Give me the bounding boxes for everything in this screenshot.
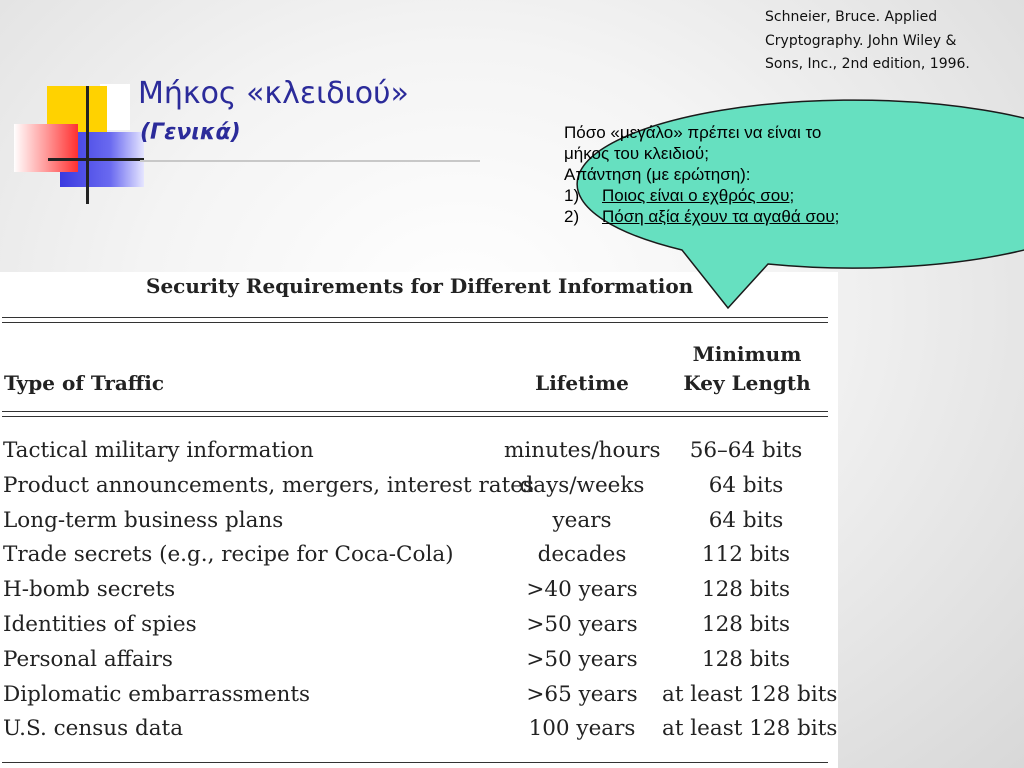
header-key-line1: Minimum	[692, 342, 802, 366]
table-rule	[2, 317, 828, 318]
table-row	[0, 573, 838, 608]
table-row	[0, 712, 838, 747]
cell-key-length: 128 bits	[701, 577, 791, 603]
cell-lifetime: years	[552, 507, 612, 533]
cell-lifetime: minutes/hours	[504, 438, 661, 463]
cell-key-length: 64 bits	[708, 472, 784, 498]
cell-type: Tactical military information	[3, 438, 314, 463]
callout-item-text: Ποιος είναι ο εχθρός σου	[602, 186, 790, 205]
header-type-of-traffic: Type of Traffic	[4, 371, 164, 395]
callout-item-suffix: ;	[789, 186, 795, 205]
cell-key-length: 112 bits	[701, 542, 791, 568]
cell-lifetime: >50 years	[526, 646, 638, 672]
cell-lifetime: >65 years	[526, 681, 638, 707]
header-key-line2: Key Length	[683, 371, 811, 395]
table-rule	[2, 411, 828, 412]
callout-line: Απάντηση (με ερώτηση):	[564, 165, 751, 184]
callout-item-number: 1)	[564, 186, 580, 205]
table-rule	[2, 322, 828, 323]
citation-line: Sons, Inc., 2nd edition, 1996.	[765, 56, 970, 72]
callout-item	[564, 185, 984, 206]
table-row	[0, 469, 838, 504]
cell-lifetime: 100 years	[528, 716, 636, 742]
table-row	[0, 434, 838, 469]
callout-item-number: 2)	[564, 207, 580, 226]
table-row	[0, 504, 838, 539]
citation	[765, 6, 1015, 77]
citation-line: Schneier, Bruce. Applied	[765, 9, 938, 25]
cell-type: H-bomb secrets	[3, 577, 176, 603]
table-row	[0, 608, 838, 643]
cell-type: Trade secrets (e.g., recipe for Coca-Cola)	[3, 542, 454, 568]
security-requirements-table	[0, 272, 838, 768]
cell-lifetime: >50 years	[526, 611, 638, 637]
cell-lifetime: decades	[537, 542, 627, 568]
callout-line: μήκος του κλειδιού;	[564, 144, 709, 163]
cell-key-length: 64 bits	[708, 507, 784, 533]
callout-item	[564, 206, 984, 227]
citation-line: Cryptography. John Wiley &	[765, 32, 957, 49]
cell-type: U.S. census data	[3, 716, 184, 742]
slide-subtitle: (Γενικά)	[140, 120, 241, 145]
cell-key-length: at least 128 bits	[662, 716, 838, 742]
cell-key-length: 128 bits	[701, 611, 791, 637]
table-title: Security Requirements for Different Information	[146, 274, 694, 298]
table-body	[0, 434, 838, 747]
logo-red-square	[14, 124, 78, 172]
callout-bubble	[470, 82, 1024, 310]
cell-type: Personal affairs	[3, 646, 173, 672]
logo-horizontal-line	[48, 158, 144, 161]
table-rule	[2, 762, 828, 763]
slide-title: Μήκος «κλειδιού»	[138, 76, 409, 111]
cell-type: Identities of spies	[3, 611, 197, 637]
cell-key-length: 128 bits	[701, 646, 791, 672]
cell-lifetime: days/weeks	[519, 472, 645, 498]
cell-type: Long-term business plans	[3, 507, 284, 533]
cell-type: Product announcements, mergers, interest rates	[3, 472, 534, 498]
table-row	[0, 538, 838, 573]
callout-item-text: Πόση αξία έχουν τα αγαθά σου	[602, 207, 835, 226]
header-lifetime: Lifetime	[535, 371, 629, 395]
cell-key-length: 56–64 bits	[689, 438, 803, 463]
table-row	[0, 678, 838, 713]
logo-vertical-line	[86, 86, 89, 204]
table-rule	[2, 416, 828, 417]
cell-type: Diplomatic embarrassments	[3, 681, 311, 707]
cell-key-length: at least 128 bits	[662, 681, 838, 707]
callout-line: Πόσο «μεγάλο» πρέπει να είναι το	[564, 123, 822, 142]
cell-lifetime: >40 years	[526, 577, 638, 603]
table-row	[0, 643, 838, 678]
callout-item-suffix: ;	[834, 207, 840, 226]
header-min-key-length	[662, 340, 832, 398]
callout-text	[564, 122, 984, 227]
title-divider	[140, 160, 480, 162]
